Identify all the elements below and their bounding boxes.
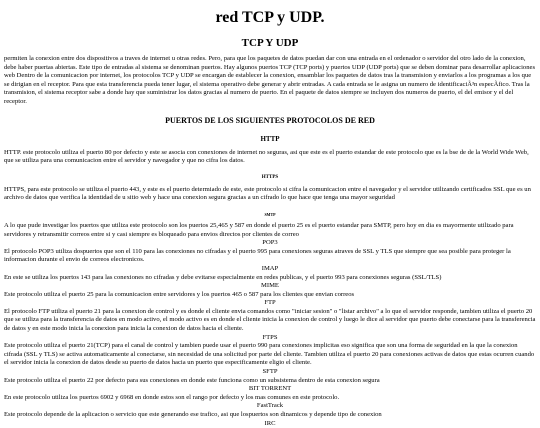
- fasttrack-paragraph: Este protocolo depende de la aplicacion o servicio que este generando ese trafico, asi que lospuertos son dinamicos y depende tipo de conexion: [4, 411, 382, 418]
- bittorrent-heading: BIT TORRENT: [248, 385, 292, 393]
- irc-heading: IRC: [264, 419, 276, 427]
- document-title: red TCP y UDP.: [215, 9, 325, 26]
- intro-paragraph: permiten la conexion entre dos dispositivos a traves de internet u otras redes. Pero, para que los paquetes de datos puedan dar con una entrada en el ordenador o servidor del otro lado de la conexion, debe haber puertas abiertas. Este tipo de entradas al sistema se denominan puertos. Hay algunos puertos TCP (TCP ports) y puertos UDP (UDP ports) que se deben dominar para desarrollar aplicaciones web Dentro de la comunicacion por internet, los protocolos TCP y UDP se encargan de establecer la conexion, ensamblar los paquetes de datos tras la transmision y enviarlos a los programas a los que se dirigian en el receptor. Para que esta transferencia pueda tener lugar, el sistema operativo debe generar y abrir entradas. A cada entrada se le asigna un numero de identificaciÃ³n especÃfico. Tras la transmision, el sistema receptor sabe a donde hay que suministrar los datos gracias al numero de puerto. En el paquete de datos siempre se incluyen dos numeros de puerto, el del emisor y el del receptor.: [4, 55, 536, 105]
- smtp-paragraph: A lo que pude investigar los puertos que utiliza este protocolo son los puertos 25,465 y 587 en donde el puerto 25 es el puerto estandar para SMTP, pero hoy en dia es mayormente utilizado para servidores y retransmitir correos entre si y casi siempre es bloqueado para envios directos por clientes de correo: [4, 221, 514, 238]
- document-page: [0, 9, 540, 428]
- fasttrack-heading: FastTrack: [256, 402, 284, 410]
- ftps-paragraph: Este protocolo utiliza el puerto 21(TCP) para el canal de control y tambien puede usar el puerto 990 para conexiones implicitas eso significa que son una forma de seguridad en la que la conexion cifrada (SSL y TLS) se activa automaticamente al conectarse, sin necesidad de una solicitud por parte del cliente. Tambien utiliza el puerto 20 para conexiones activas de datos que estas ocurren cuando el servidor inicia la conexion de datos desde su puerto de datos hacia un puerto que especificamente eligio el cliente.: [4, 342, 535, 367]
- document-subtitle: TCP Y UDP: [241, 37, 299, 49]
- http-heading: HTTP: [260, 134, 280, 143]
- bittorrent-paragraph: En este protocolo utiliza los puertos 6902 y 6968 en donde estos son el rango por defecto y los mas comunes en este protocolo.: [4, 393, 340, 401]
- sftp-paragraph: Este protocolo utiliza el puerto 22 por defecto para sus conexiones en donde este funciona como un subsistema dentro de esta conexion segura: [4, 376, 380, 384]
- section-heading: PUERTOS DE LOS SIGUIENTES PROTOCOLOS DE RED: [165, 115, 375, 125]
- mime-heading: MIME: [261, 282, 279, 290]
- https-heading: HTTPS: [261, 174, 279, 180]
- imap-paragraph: En este se utiliza los puertos 143 para las conexiones no cifradas y debe evitarse especialmente en redes publicas, y el puerto 993 para conexiones seguras (SSL/TLS): [4, 273, 442, 281]
- ftp-heading: FTP: [264, 299, 276, 307]
- ftps-heading: FTPS: [262, 333, 278, 341]
- pop3-heading: POP3: [262, 239, 278, 247]
- pop3-paragraph: El protocolo POP3 utiliza dospuertos que son el 110 para las conexiones no cifradas y el puerto 995 para conexiones seguras atraves de SSL y TLS que siempre que sea posible para proteger la informacion durante el envio de correos electronicos.: [4, 247, 511, 264]
- https-paragraph: HTTPS, para este protocolo se utiliza el puerto 443, y este es el puerto determiado de este, este protocolo si cifra la comunicacion entre el navegador y el servidor utilizando certificados SSL que es un archivo de datos que verifica la identidad de u sitio web y hace una conexion segura gracias a un cifrado lo que hace que tenga una mayor seguridad: [4, 185, 531, 202]
- imap-heading: IMAP: [261, 264, 279, 272]
- mime-paragraph: Este protocolo utiliza el puerto 25 para la comunicacion entre servidores y los puertos 465 o 587 para los clientes que envian correos: [4, 290, 355, 298]
- sftp-heading: SFTP: [262, 368, 278, 376]
- http-paragraph: HTTP. este protocolo utiliza el puerto 80 por defecto y este se asocia con conexiones de internet no seguras, asi que este es el puerto estandar de este protocolo que es la bse de de la World Wide Web, que se utiliza para una comunicacion entre el servidor y navegador y que no cifra los datos.: [4, 148, 529, 165]
- smtp-heading: SMTP: [264, 211, 276, 217]
- ftp-paragraph: El protocolo FTP utiliza el puerto 21 para la conexion de control y es donde el cliente envia comandos como "iniciar sesion" o "listar archivo" a lo que el servidor responde, tambien utiliza el puerto 20 que se utiliza para la transferencia de datos en modo activo, el modo activo es en donde el cliente inicia la conexion de control y luego le dice al servidor que puerto debe conectarse para la transferencia de datos y en este modo inicia la conexion para inicia la conexion de datos hacia el cliente.: [4, 307, 536, 333]
